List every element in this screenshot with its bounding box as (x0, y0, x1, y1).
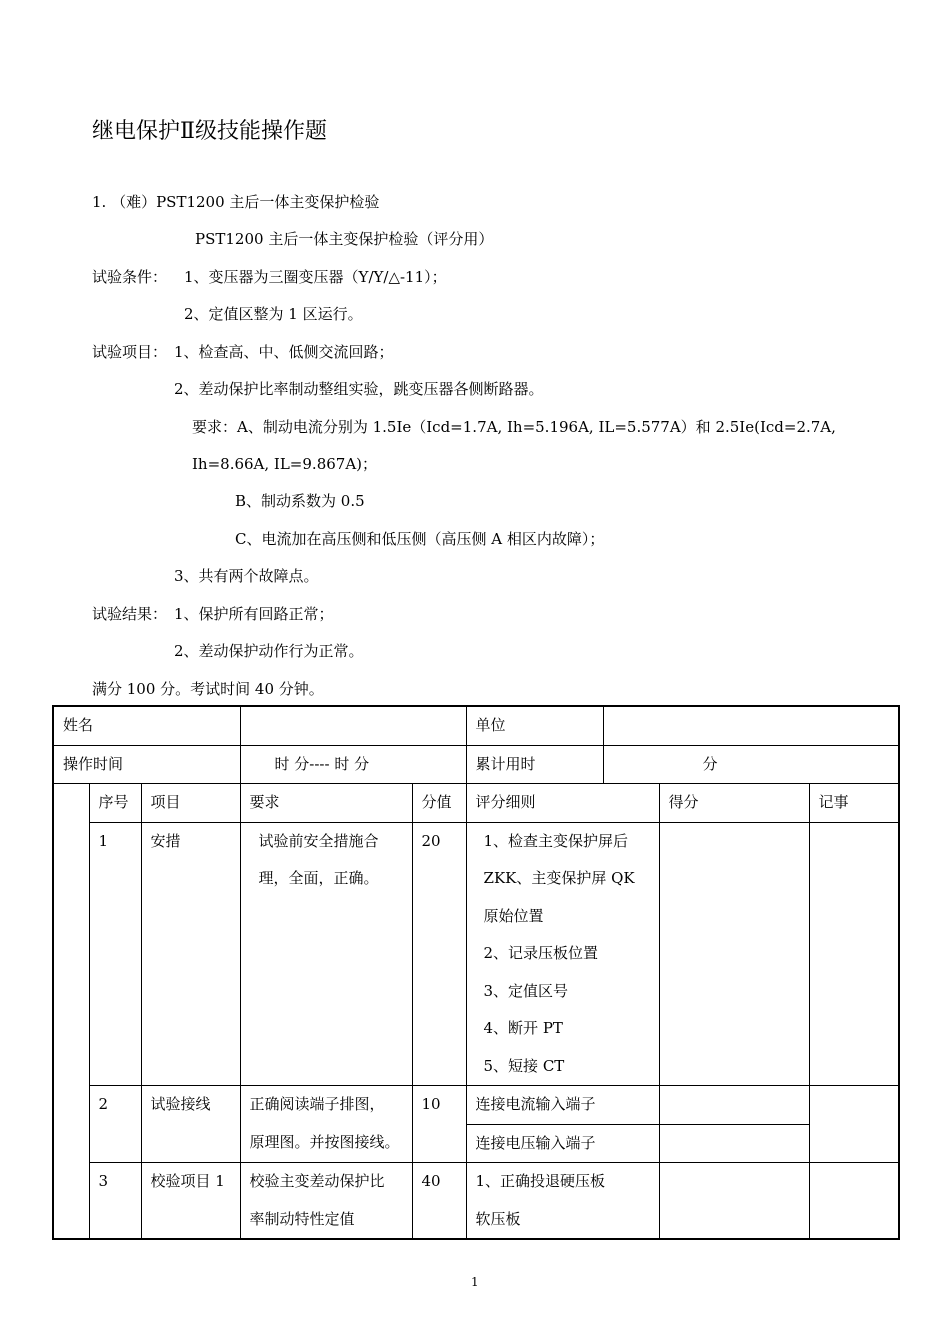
row1-req-line: 试验前安全措施合 (258, 831, 379, 850)
condition-2: 2、定值区整为 1 区运行。 (184, 305, 363, 323)
conditions-label: 试验条件： (92, 268, 168, 286)
question-heading: 1. （难）PST1200 主后一体主变保护检验 (92, 193, 380, 211)
left-margin-cell (53, 784, 89, 1240)
row2-criteria-1: 连接电流输入端子 (466, 1086, 659, 1125)
time-label: 操作时间 (53, 745, 240, 784)
criteria-line: ZKK、主变保护屏 QK (483, 869, 635, 887)
elapsed-label: 累计用时 (466, 745, 603, 784)
item-2: 2、差动保护比率制动整组实验，跳变压器各侧断路器。 (174, 380, 544, 398)
header-score: 分值 (412, 784, 466, 823)
result-1: 1、保护所有回路正常； (174, 605, 334, 623)
table-header-row (53, 784, 899, 823)
criteria-line: 软压板 (475, 1209, 521, 1228)
header-item: 项目 (141, 784, 240, 823)
table-row (53, 745, 899, 784)
row1-seq: 1 (89, 822, 141, 1086)
row2-requirement (240, 1086, 412, 1163)
requirement-c: C、电流加在高压侧和低压侧（高压侧 A 相区内故障）； (235, 530, 605, 548)
row2-item: 试验接线 (141, 1086, 240, 1163)
requirement-b: B、制动系数为 0.5 (235, 492, 365, 510)
criteria-line: 3、定值区号 (483, 981, 569, 1000)
row1-got-field[interactable] (659, 822, 809, 1086)
row1-item: 安措 (141, 822, 240, 1086)
row2-note-field[interactable] (809, 1086, 899, 1163)
criteria-line: 4、断开 PT (483, 1019, 563, 1037)
row3-seq: 3 (89, 1163, 141, 1240)
row3-req-line: 校验主变差动保护比 (249, 1172, 385, 1190)
row3-requirement (240, 1163, 412, 1240)
criteria-line: 原始位置 (483, 906, 544, 925)
criteria-line: 1、检查主变保护屏后 (483, 831, 629, 850)
row3-req-line: 率制动特性定值 (249, 1209, 355, 1228)
row3-got-field[interactable] (659, 1163, 809, 1240)
row2-score: 10 (412, 1086, 466, 1163)
page-number: 1 (471, 1275, 479, 1289)
header-seq: 序号 (89, 784, 141, 823)
item-1: 1、检查高、中、低侧交流回路； (174, 343, 394, 361)
score-note: 满分 100 分。考试时间 40 分钟。 (92, 680, 324, 698)
row2-req-line: 原理图。并按图接线。 (249, 1132, 400, 1151)
table-row (53, 706, 899, 745)
item-3: 3、共有两个故障点。 (174, 567, 319, 585)
header-note: 记事 (809, 784, 899, 823)
row2-seq: 2 (89, 1086, 141, 1163)
items-label: 试验项目： (92, 343, 168, 361)
header-requirement: 要求 (240, 784, 412, 823)
header-criteria: 评分细则 (466, 784, 659, 823)
row1-score: 20 (412, 822, 466, 1086)
page-title: 继电保护Ⅱ级技能操作题 (92, 119, 327, 144)
unit-label: 单位 (466, 706, 603, 745)
table-row (53, 822, 899, 1086)
row2-req-line: 正确阅读端子排图， (249, 1095, 385, 1113)
row3-score: 40 (412, 1163, 466, 1240)
row1-req-line: 理，全面，正确。 (258, 869, 379, 887)
row1-note-field[interactable] (809, 822, 899, 1086)
requirement-a-line1: 要求：A、制动电流分别为 1.5Ie（Icd=1.7A, Ih=5.196A, IL=5.577A）和 2.5Ie(Icd=2.7A, (192, 418, 836, 436)
row3-criteria (466, 1163, 659, 1240)
table-row (53, 1086, 899, 1125)
time-value[interactable]: 时 分---- 时 分 (240, 745, 466, 784)
criteria-line: 2、记录压板位置 (483, 944, 599, 962)
unit-field[interactable] (603, 706, 899, 745)
name-label: 姓名 (53, 706, 240, 745)
scoring-table (52, 705, 900, 1240)
row1-requirement (240, 822, 412, 1086)
row1-criteria (466, 822, 659, 1086)
row2-criteria-2: 连接电压输入端子 (466, 1124, 659, 1163)
name-field[interactable] (240, 706, 466, 745)
row2-got-field-1[interactable] (659, 1086, 809, 1125)
row3-item: 校验项目 1 (141, 1163, 240, 1240)
elapsed-value[interactable]: 分 (603, 745, 899, 784)
criteria-line: 5、短接 CT (483, 1056, 565, 1075)
header-got: 得分 (659, 784, 809, 823)
row3-note-field[interactable] (809, 1163, 899, 1240)
condition-1: 1、变压器为三圈变压器（Y/Y/△-11）； (184, 268, 447, 286)
question-subheading: PST1200 主后一体主变保护检验（评分用） (195, 230, 494, 248)
row2-got-field-2[interactable] (659, 1124, 809, 1163)
result-2: 2、差动保护动作行为正常。 (174, 642, 364, 660)
criteria-line: 1、正确投退硬压板 (475, 1172, 606, 1190)
results-label: 试验结果： (92, 605, 168, 623)
requirement-a-line2: Ih=8.66A, IL=9.867A)； (192, 455, 378, 473)
table-row (53, 1163, 899, 1240)
